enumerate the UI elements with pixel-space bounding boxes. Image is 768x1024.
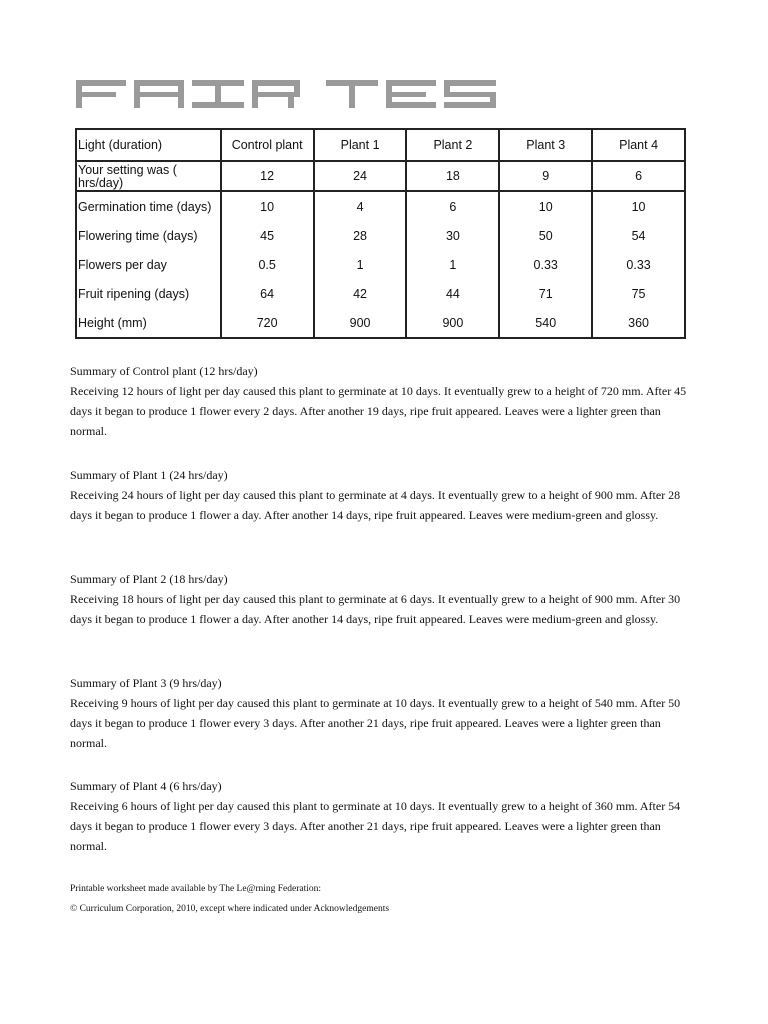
table-cell: 75 [592, 279, 685, 308]
table-cell: 10 [592, 191, 685, 221]
summary-heading: Summary of Plant 2 (18 hrs/day) [70, 572, 228, 586]
footer-copyright: © Curriculum Corporation, 2010, except where indicated under Acknowledgements [70, 904, 390, 914]
table-cell: 10 [499, 191, 592, 221]
table-cell: 4 [314, 191, 407, 221]
footer-credit: Printable worksheet made available by The Le@rning Federation: [70, 884, 322, 894]
summary-body: Receiving 9 hours of light per day caused this plant to germinate at 10 days. It eventually grew to a height of 540 mm. After 50 days it began to produce 1 flower every 3 days. After another 21 days, ripe fruit appeared. Leaves were a lighter green than normal. [70, 696, 681, 750]
summary-plant-1 [70, 465, 690, 526]
row-label: Flowers per day [76, 250, 221, 279]
page-title [76, 78, 496, 112]
table-cell: 50 [499, 221, 592, 250]
table-cell: 71 [499, 279, 592, 308]
table-cell: 900 [314, 308, 407, 338]
table-cell: 24 [314, 161, 407, 191]
table-cell: 1 [406, 250, 499, 279]
footer [70, 879, 389, 919]
table-cell: 900 [406, 308, 499, 338]
row-label: Fruit ripening (days) [76, 279, 221, 308]
table-header-row [76, 129, 685, 161]
table-cell: 54 [592, 221, 685, 250]
header-column-control: Control plant [221, 129, 314, 161]
table-cell: 0.33 [592, 250, 685, 279]
table-cell: 0.5 [221, 250, 314, 279]
table-cell: 28 [314, 221, 407, 250]
row-label: Your setting was ( hrs/day) [76, 161, 221, 191]
table-cell: 18 [406, 161, 499, 191]
table-cell: 10 [221, 191, 314, 221]
table-cell: 540 [499, 308, 592, 338]
table-cell: 6 [592, 161, 685, 191]
summary-heading: Summary of Control plant (12 hrs/day) [70, 364, 258, 378]
table-row [76, 221, 685, 250]
table-cell: 45 [221, 221, 314, 250]
summary-heading: Summary of Plant 4 (6 hrs/day) [70, 779, 222, 793]
row-label: Germination time (days) [76, 191, 221, 221]
table-cell: 0.33 [499, 250, 592, 279]
table-cell: 360 [592, 308, 685, 338]
table-row [76, 308, 685, 338]
summary-body: Receiving 18 hours of light per day caused this plant to germinate at 6 days. It eventually grew to a height of 900 mm. After 30 days it began to produce 1 flower a day. After another 14 days, ripe fruit appeared. Leaves were medium-green and glossy. [70, 592, 681, 626]
summary-heading: Summary of Plant 1 (24 hrs/day) [70, 468, 228, 482]
results-table [75, 128, 686, 339]
summary-body: Receiving 12 hours of light per day caused this plant to germinate at 10 days. It eventually grew to a height of 720 mm. After 45 days it began to produce 1 flower every 2 days. After another 19 days, ripe fruit appeared. Leaves were a lighter green than normal. [70, 384, 687, 438]
table-cell: 6 [406, 191, 499, 221]
table-cell: 64 [221, 279, 314, 308]
summary-plant-4 [70, 776, 690, 856]
table-cell: 30 [406, 221, 499, 250]
table-cell: 12 [221, 161, 314, 191]
table-row [76, 161, 685, 191]
summary-heading: Summary of Plant 3 (9 hrs/day) [70, 676, 222, 690]
table-row [76, 279, 685, 308]
header-column-plant-2: Plant 2 [406, 129, 499, 161]
summary-body: Receiving 6 hours of light per day caused this plant to germinate at 10 days. It eventually grew to a height of 360 mm. After 54 days it began to produce 1 flower every 3 days. After another 21 days, ripe fruit appeared. Leaves were a lighter green than normal. [70, 799, 681, 853]
summary-plant-2 [70, 569, 690, 630]
header-column-plant-1: Plant 1 [314, 129, 407, 161]
table-cell: 42 [314, 279, 407, 308]
header-label-cell: Light (duration) [76, 129, 221, 161]
table-cell: 44 [406, 279, 499, 308]
summary-plant-3 [70, 673, 690, 753]
table-cell: 720 [221, 308, 314, 338]
row-label: Flowering time (days) [76, 221, 221, 250]
summary-control-plant [70, 361, 690, 441]
header-column-plant-3: Plant 3 [499, 129, 592, 161]
title-logo [76, 78, 496, 112]
row-label: Height (mm) [76, 308, 221, 338]
table-cell: 9 [499, 161, 592, 191]
header-column-plant-4: Plant 4 [592, 129, 685, 161]
table-cell: 1 [314, 250, 407, 279]
summary-body: Receiving 24 hours of light per day caused this plant to germinate at 4 days. It eventually grew to a height of 900 mm. After 28 days it began to produce 1 flower a day. After another 14 days, ripe fruit appeared. Leaves were medium-green and glossy. [70, 488, 681, 522]
table-row [76, 191, 685, 221]
table-row [76, 250, 685, 279]
